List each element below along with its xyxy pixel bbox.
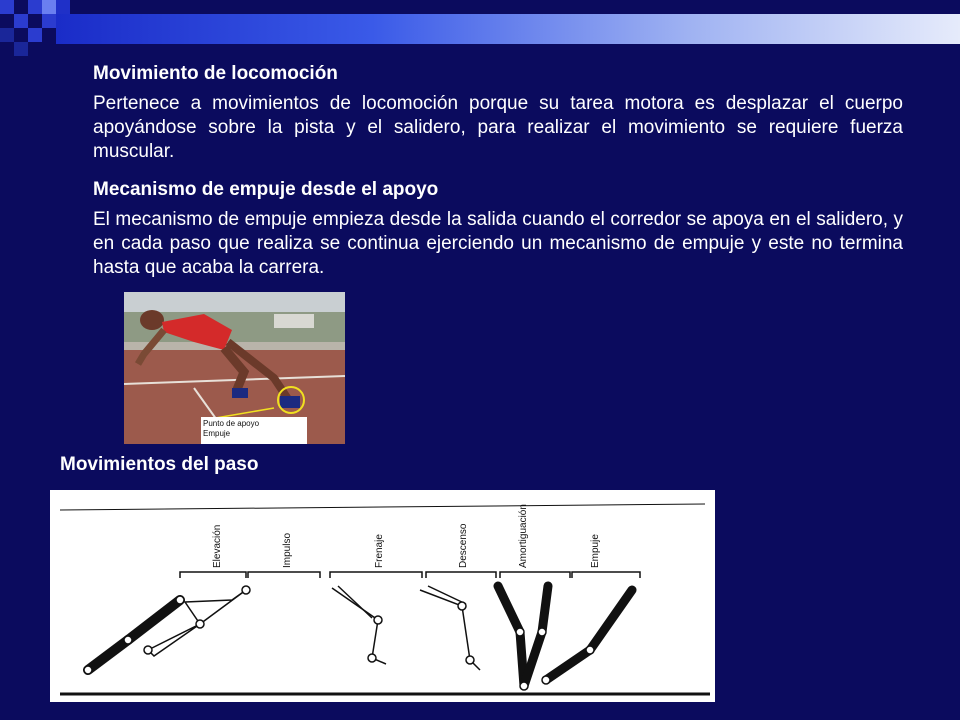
phase-label-frenaje: Frenaje <box>374 534 385 568</box>
caption-empuje: Empuje <box>203 429 231 438</box>
caption-punto-apoyo: Punto de apoyo <box>203 419 260 428</box>
phase-label-empuje: Empuje <box>590 534 601 568</box>
heading-movimientos-paso: Movimientos del paso <box>60 454 259 475</box>
paragraph-locomocion: Pertenece a movimientos de locomoción porque su tarea motora es desplazar el cuerpo apoyándose sobre la pista y el salidero, para realizar el movimiento se requiere fuerza muscular. <box>93 93 903 162</box>
heading-movimiento-locomocion: Movimiento de locomoción <box>93 63 338 84</box>
sprinter-start-photo <box>124 292 345 444</box>
phase-label-impulso: Impulso <box>282 532 293 568</box>
phase-label-amortiguacion: Amortiguación <box>518 504 529 568</box>
header-gradient-bar <box>56 14 960 44</box>
leg-phases-illustration <box>50 490 715 702</box>
phase-label-elevacion: Elevación <box>212 524 223 568</box>
gait-phases-diagram <box>50 490 715 702</box>
heading-mecanismo-empuje: Mecanismo de empuje desde el apoyo <box>93 179 439 200</box>
photo-caption <box>201 417 307 444</box>
paragraph-mecanismo-empuje: El mecanismo de empuje empieza desde la salida cuando el corredor se apoya en el salidero, y en cada paso que realiza se continua ejerciendo un mecanismo de empuje y este no termina hasta que acaba la carrera. <box>93 209 903 278</box>
phase-label-descenso: Descenso <box>458 523 469 568</box>
